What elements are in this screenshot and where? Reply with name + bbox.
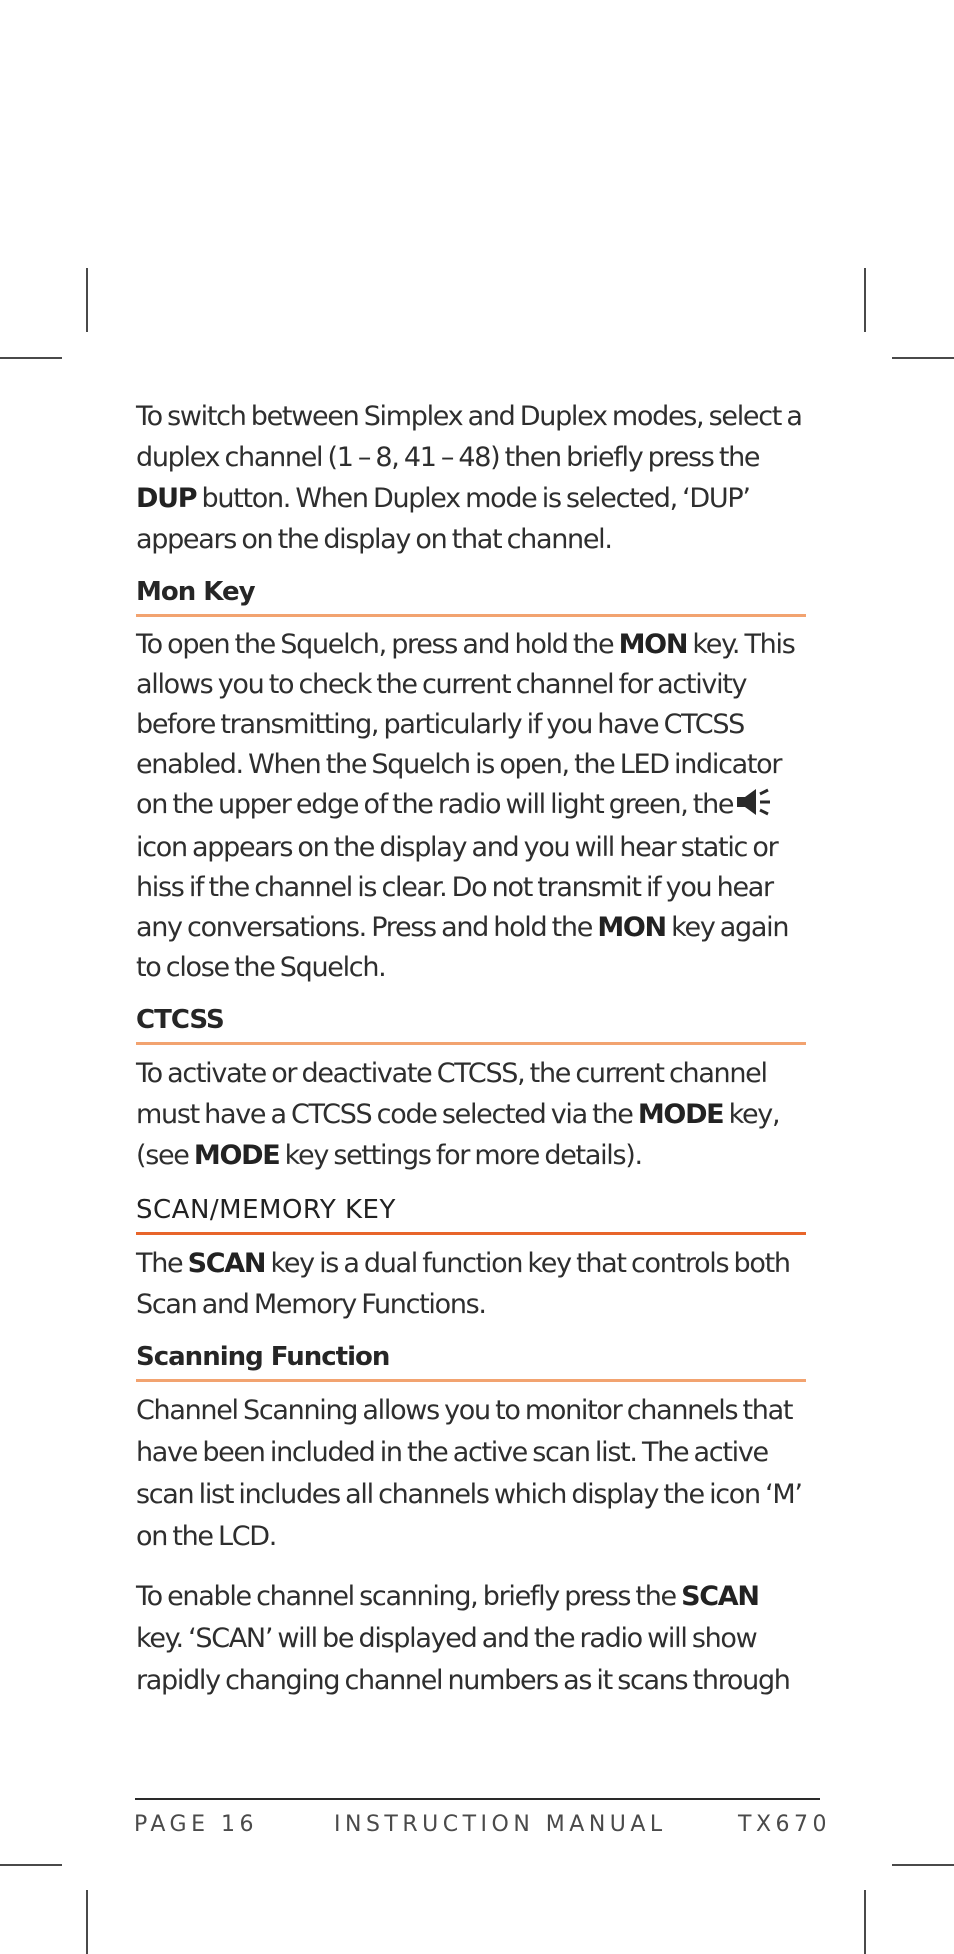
scan-memory-heading: SCAN/MEMORY KEY [136, 1192, 806, 1235]
footer-page-number: PAGE 16 [134, 1812, 258, 1837]
mon-key-paragraph: To open the Squelch, press and hold the MON key. This allows you to check the current channel for activity before transmitting, particularly if you have CTCSS enabled. When the Squelch is open, the LED indicator on the upper edge of the radio will light green, theicon appears on the display and you will hear static or hiss if the channel is clear. Do not transmit if you hear any conversations. Press and hold the MON key again to close the Squelch. [136, 629, 795, 983]
scanning-paragraph-2: To enable channel scanning, briefly press the SCAN key. ‘SCAN’ will be displayed and the radio will show rapidly changing channel numbers as it scans through [136, 1581, 790, 1696]
crop-mark [864, 1890, 866, 1954]
crop-mark [0, 357, 62, 359]
mon-key-heading: Mon Key [136, 574, 806, 617]
crop-mark [0, 1864, 62, 1866]
footer-model: TX670 [738, 1812, 832, 1837]
intro-paragraph: To switch between Simplex and Duplex modes, select a duplex channel (1 – 8, 41 – 48) then briefly press the DUP button. When Duplex mode is selected, ‘DUP’ appears on the display on that channel. [136, 401, 802, 555]
crop-mark [86, 268, 88, 332]
scanning-paragraph-1: Channel Scanning allows you to monitor channels that have been included in the active scan list. The active scan list includes all channels which display the icon ‘M’ on the LCD. [136, 1395, 802, 1552]
ctcss-paragraph: To activate or deactivate CTCSS, the current channel must have a CTCSS code selected via the MODE key, (see MODE key settings for more details). [136, 1058, 780, 1171]
scanning-function-heading: Scanning Function [136, 1339, 806, 1382]
scan-memory-paragraph: The SCAN key is a dual function key that controls both Scan and Memory Functions. [136, 1248, 790, 1320]
crop-mark [892, 1864, 954, 1866]
crop-mark [86, 1890, 88, 1954]
footer-manual-title: INSTRUCTION MANUAL [334, 1812, 667, 1837]
page-content [136, 396, 806, 1702]
speaker-icon [736, 788, 772, 828]
footer-rule [135, 1798, 820, 1800]
ctcss-heading: CTCSS [136, 1002, 806, 1045]
crop-mark [892, 357, 954, 359]
crop-mark [864, 268, 866, 332]
